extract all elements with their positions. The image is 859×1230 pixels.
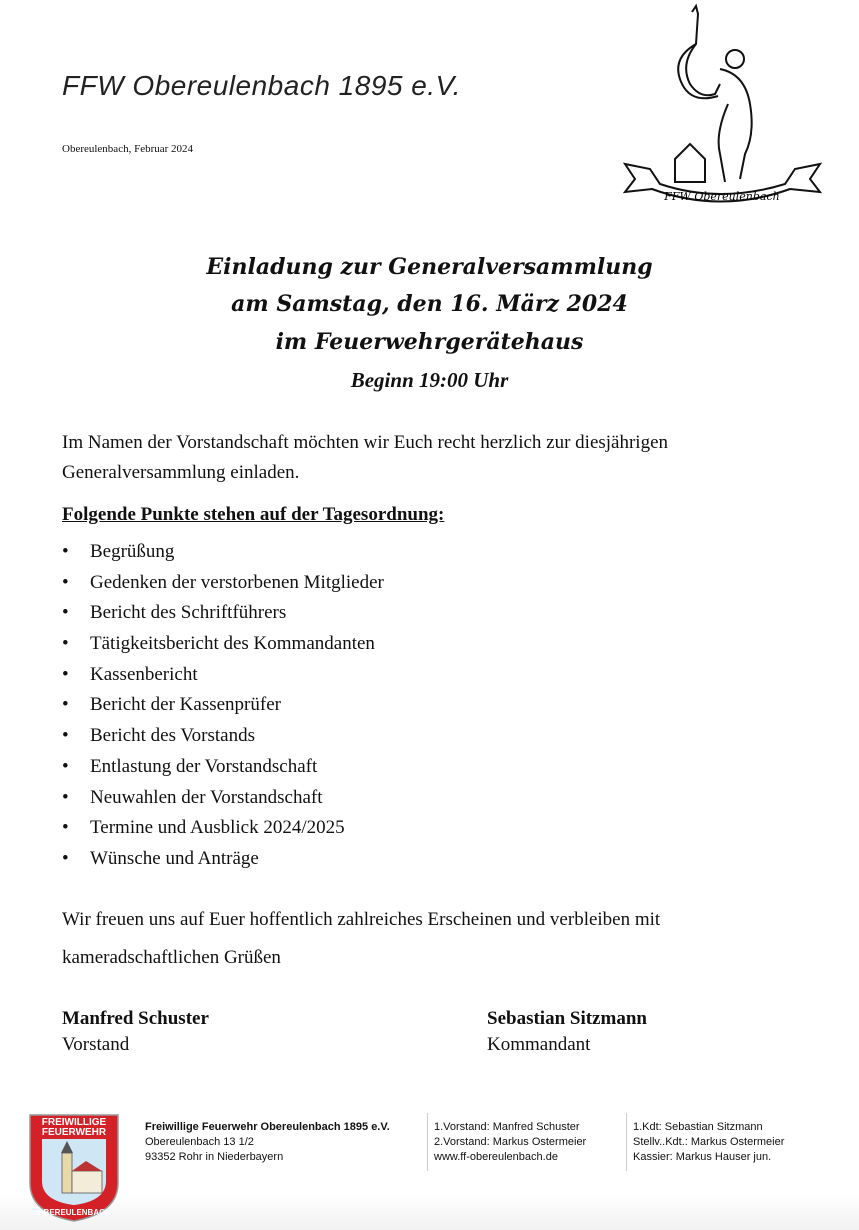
org-title: FFW Obereulenbach 1895 e.V.: [62, 70, 461, 101]
agenda-list: [62, 537, 384, 875]
agenda-item-label: Wünsche und Anträge: [90, 847, 259, 869]
signature-chairman: [62, 1006, 209, 1058]
bullet-icon: •: [62, 571, 69, 593]
agenda-item-label: Tätigkeitsbericht des Kommandanten: [90, 633, 375, 655]
bullet-icon: •: [62, 786, 69, 808]
footer-commander: 1.Kdt: Sebastian Sitzmann: [633, 1121, 763, 1133]
footer-website-link[interactable]: www.ff-obereulenbach.de: [434, 1151, 558, 1163]
footer-chair-1: 1.Vorstand: Manfred Schuster: [434, 1121, 580, 1133]
agenda-item: [62, 537, 384, 568]
footer-street: Obereulenbach 13 1/2: [145, 1136, 254, 1148]
agenda-item: [62, 568, 384, 599]
bullet-icon: •: [62, 725, 69, 747]
bullet-icon: •: [62, 817, 69, 839]
agenda-item: [62, 813, 384, 844]
headline-line-1: Einladung zur Generalversammlung: [206, 254, 653, 280]
agenda-item-label: Gedenken der verstorbenen Mitglieder: [90, 571, 384, 593]
bullet-icon: •: [62, 694, 69, 716]
bullet-icon: •: [62, 602, 69, 624]
badge-text-2: FEUERWEHR: [41, 1127, 107, 1138]
bullet-icon: •: [62, 663, 69, 685]
footer-command: [633, 1120, 784, 1165]
agenda-title: Folgende Punkte stehen auf der Tagesordnung:: [62, 504, 445, 525]
footer-org-name: Freiwillige Feuerwehr Obereulenbach 1895 e.V.: [145, 1121, 390, 1133]
intro-text: Im Namen der Vorstandschaft möchten wir Euch recht herzlich zur diesjährigen Generalversammlung einladen.: [62, 432, 669, 483]
agenda-item-label: Neuwahlen der Vorstandschaft: [90, 786, 323, 808]
bullet-icon: •: [62, 541, 69, 562]
agenda-item: [62, 783, 384, 814]
signature-commander: [487, 1006, 647, 1058]
agenda-item-label: Bericht der Kassenprüfer: [90, 694, 281, 716]
footer-treasurer: Kassier: Markus Hauser jun.: [633, 1151, 772, 1163]
signature-role: Kommandant: [487, 1034, 591, 1055]
footer-divider: [427, 1113, 428, 1171]
signature-role: Vorstand: [62, 1034, 130, 1055]
agenda-item: [62, 752, 384, 783]
headline-line-3: im Feuerwehrgerätehaus: [275, 329, 584, 355]
place-date: Obereulenbach, Februar 2024: [62, 143, 194, 155]
agenda-item-label: Kassenbericht: [90, 663, 198, 685]
footer-chair-2: 2.Vorstand: Markus Ostermeier: [434, 1136, 587, 1148]
signature-name: Manfred Schuster: [62, 1008, 209, 1029]
st-florian-logo: [620, 4, 825, 214]
signature-name: Sebastian Sitzmann: [487, 1008, 647, 1029]
logo-text: FFW Obereulenbach: [664, 190, 780, 203]
agenda-item: [62, 660, 384, 691]
footer-deputy: Stellv..Kdt.: Markus Ostermeier: [633, 1136, 785, 1148]
agenda-item-label: Begrüßung: [90, 541, 175, 562]
fire-brigade-badge-icon: [28, 1113, 120, 1223]
agenda-item: [62, 690, 384, 721]
agenda-item: [62, 598, 384, 629]
footer-city: 93352 Rohr in Niederbayern: [145, 1151, 284, 1163]
start-time: Beginn 19:00 Uhr: [350, 368, 509, 392]
agenda-item: [62, 844, 384, 875]
footer-board: [434, 1120, 586, 1165]
agenda-item: [62, 629, 384, 660]
closing-text: Wir freuen uns auf Euer hoffentlich zahlreiches Erscheinen und verbleiben mit kameradschaftlichen Grüßen: [62, 909, 661, 968]
badge-text-1: FREIWILLIGE: [41, 1117, 107, 1128]
agenda-item: [62, 721, 384, 752]
headline-line-2: am Samstag, den 16. März 2024: [231, 291, 628, 317]
bullet-icon: •: [62, 755, 69, 777]
agenda-item-label: Bericht des Schriftführers: [90, 602, 287, 624]
footer-divider: [626, 1113, 627, 1171]
agenda-item-label: Entlastung der Vorstandschaft: [90, 755, 318, 777]
badge-text-3: OBEREULENBACH: [37, 1208, 111, 1217]
bullet-icon: •: [62, 633, 69, 655]
bullet-icon: •: [62, 847, 69, 869]
footer-address: [145, 1120, 390, 1165]
agenda-item-label: Bericht des Vorstands: [90, 725, 256, 747]
agenda-item-label: Termine und Ausblick 2024/2025: [90, 817, 345, 839]
